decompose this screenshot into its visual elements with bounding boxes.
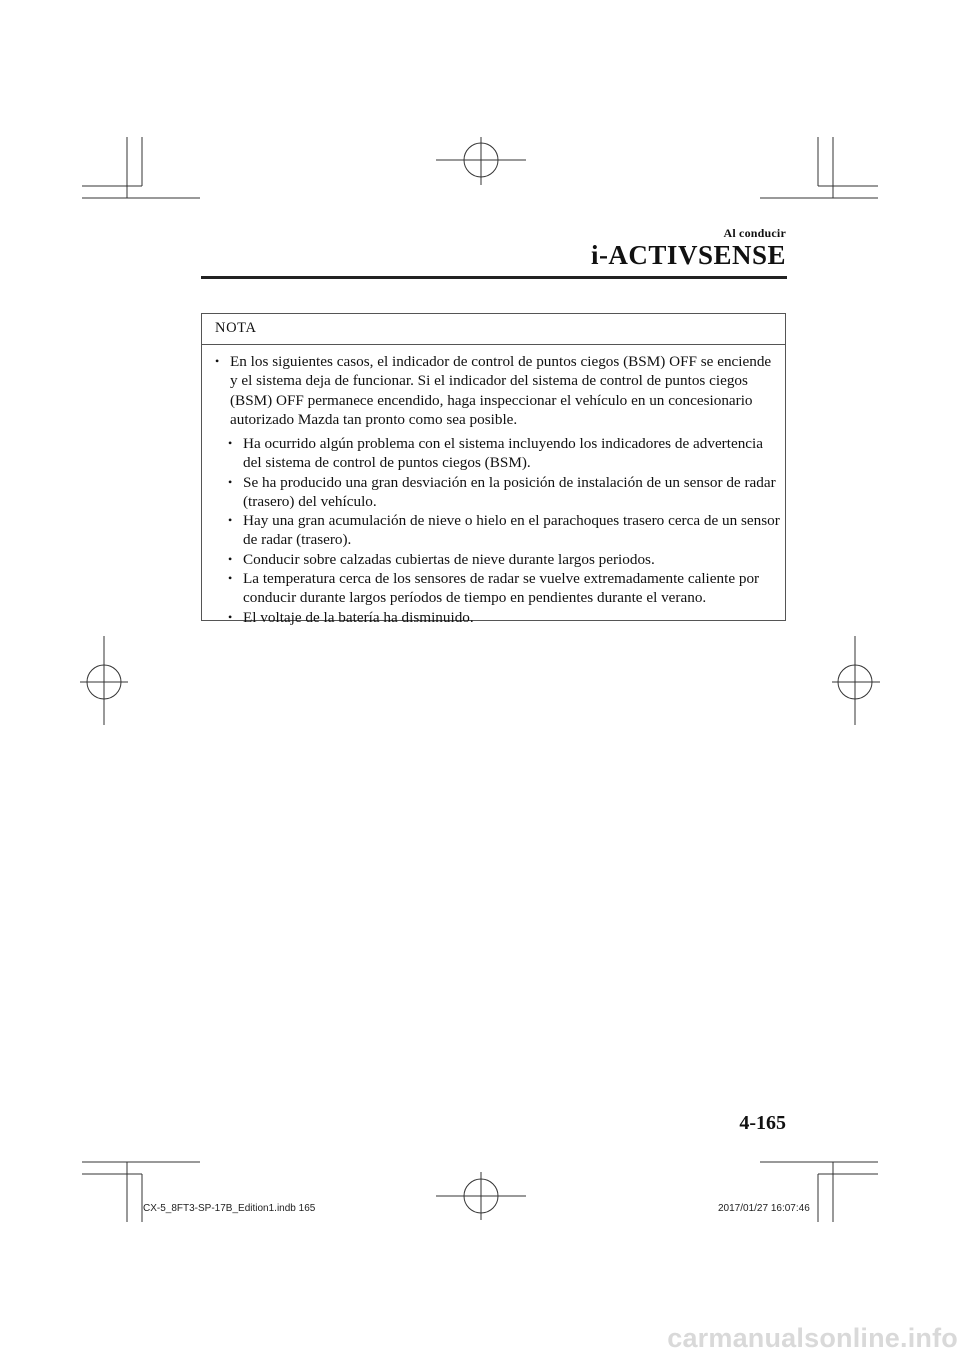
list-item-text: Se ha producido una gran desviación en la posición de instalación de un sensor de radar (trasero) del vehículo.: [243, 473, 776, 510]
list-item-text: El voltaje de la batería ha disminuido.: [243, 608, 474, 626]
bullet-icon: •: [228, 513, 233, 528]
note-separator: [202, 344, 785, 345]
list-item-text: La temperatura cerca de los sensores de radar se vuelve extremadamente caliente por conducir durante largos períodos de tiempo en pendientes durante el verano.: [243, 570, 760, 607]
bullet-icon: •: [228, 551, 233, 566]
chapter-title: i-ACTIVSENSE: [590, 240, 786, 270]
list-item: [228, 550, 783, 569]
list-item-text: Hay una gran acumulación de nieve o hielo en el parachoques trasero cerca de un sensor de radar (trasero).: [243, 512, 780, 549]
list-item-text: Ha ocurrido algún problema con el sistema incluyendo los indicadores de advertencia del sistema de control de puntos ciegos (BSM).: [243, 435, 763, 472]
note-main-text: En los siguientes casos, el indicador de control de puntos ciegos (BSM) OFF se enciende y el sistema deja de funcionar. Si el indicador del sistema de control de puntos ciegos (BSM) OFF permanece encendido, haga inspeccionar el vehículo en un concesionario autorizado Mazda tan pronto como sea posible.: [230, 353, 772, 428]
bullet-icon: •: [215, 354, 220, 368]
header-rule: [201, 276, 787, 279]
watermark: carmanualsonline.info: [667, 1323, 958, 1353]
page-number: 4-165: [739, 1112, 786, 1134]
footer-filename: CX-5_8FT3-SP-17B_Edition1.indb 165: [143, 1203, 316, 1214]
note-main-item: [215, 352, 780, 429]
list-item: [228, 569, 783, 608]
bullet-icon: •: [228, 571, 233, 586]
list-item: [228, 608, 783, 627]
note-sub-list: [228, 434, 783, 627]
list-item: [228, 434, 783, 473]
list-item: [228, 473, 783, 512]
bullet-icon: •: [228, 436, 233, 450]
list-item: [228, 511, 783, 550]
bullet-icon: •: [228, 474, 233, 489]
bullet-icon: •: [228, 609, 233, 624]
section-name: Al conducir: [723, 226, 786, 240]
note-title: NOTA: [215, 320, 257, 336]
footer-timestamp: 2017/01/27 16:07:46: [718, 1203, 810, 1214]
list-item-text: Conducir sobre calzadas cubiertas de nieve durante largos periodos.: [243, 550, 655, 568]
note-box: [201, 313, 786, 626]
